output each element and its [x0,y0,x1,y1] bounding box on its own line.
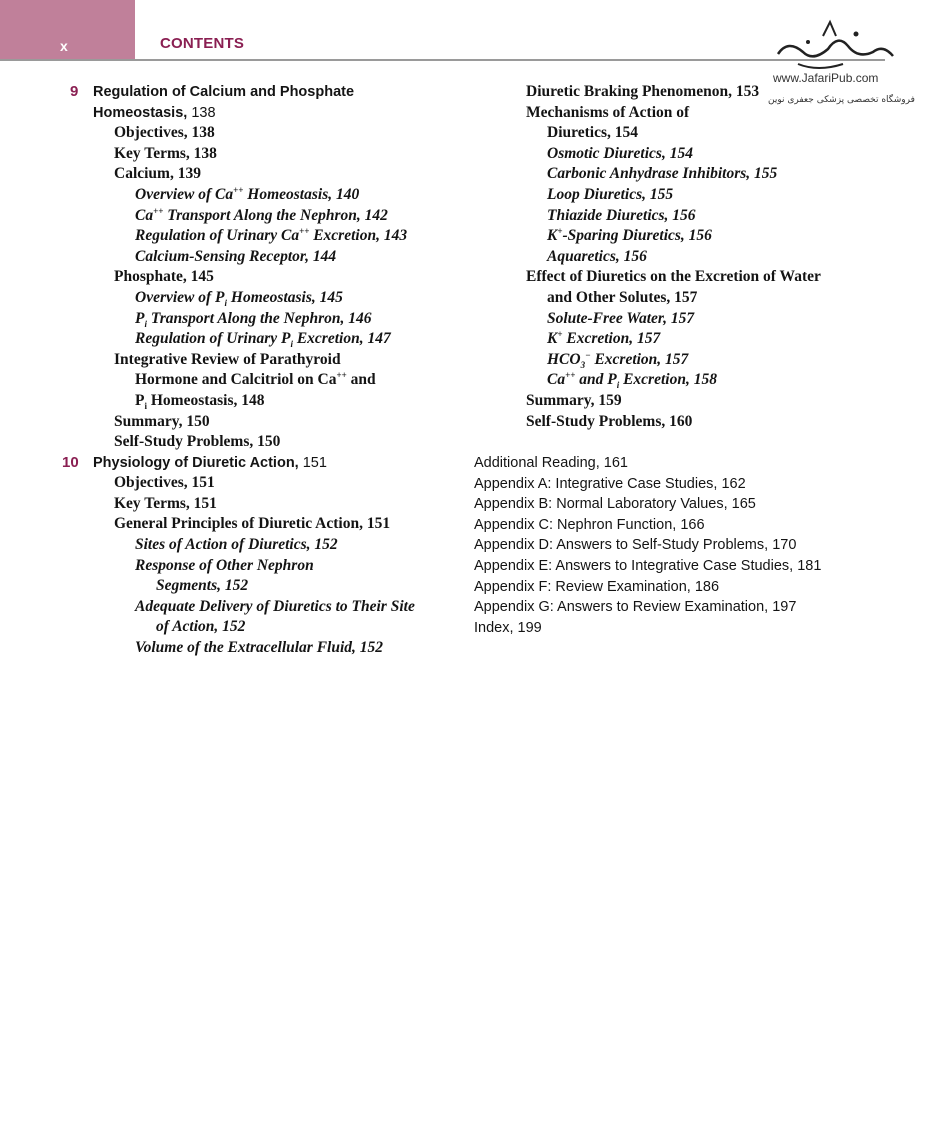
toc-subentry: K+-Sparing Diuretics, 156 [547,226,712,245]
toc-subentry: Aquaretics, 156 [547,247,647,265]
toc-entry: Phosphate, 145 [114,268,214,286]
toc-subentry: Osmotic Diuretics, 154 [547,144,693,162]
toc-subentry: K+ Excretion, 157 [547,328,661,348]
toc-entry-cont: Hormone and Calcitriol on Ca++ and [135,370,376,389]
toc-entry: General Principles of Diuretic Action, 151 [114,515,391,533]
toc-subentry: Volume of the Extracellular Fluid, 152 [135,639,384,657]
toc-subentry: Response of Other Nephron [135,556,314,574]
chapter-10-title: 10 Physiology of Diuretic Action, 151 [62,453,472,474]
toc-subentry: $P_i$ Transport Along the Nephron, 146 [135,309,372,329]
toc-left-column [62,82,472,659]
toc-subentry: Ca++ Transport Along the Nephron, 142 [135,205,388,224]
toc-subentry: Carbonic Anhydrase Inhibitors, 155 [547,165,778,183]
toc-subentry: $HCO_3^-$ Excretion, 157 [547,349,689,370]
back-matter-entry: Index, 199 [474,619,542,636]
toc-subentry: Solute-Free Water, 157 [547,309,695,327]
chapter-9-number: 9 [70,83,79,100]
toc-entry: Objectives, 151 [114,474,215,492]
toc-subentry: Regulation of Urinary $P_i$ Excretion, 147 [135,330,391,350]
toc-subentry: Overview of Ca++ Homeostasis, 140 [135,184,360,203]
toc-entry: Key Terms, 151 [114,494,217,512]
toc-subentry-cont: of Action, 152 [156,618,246,636]
toc-subentry: Overview of $P_i$ Homeostasis, 145 [135,288,343,309]
toc-entry-cont: Diuretics, 154 [547,124,638,142]
toc-right-column [474,82,894,638]
toc-subentry: Thiazide Diuretics, 156 [547,206,696,224]
chapter-9-title-cont: Homeostasis, 138 [93,104,216,121]
toc-entry: Objectives, 138 [114,124,215,142]
toc-entry-cont: and Other Solutes, 157 [547,288,698,306]
toc-entry: Calcium, 139 [114,165,201,183]
toc-subentry: Sites of Action of Diuretics, 152 [135,536,338,554]
page-number: x [60,38,68,54]
toc-entry: Mechanisms of Action of [526,103,690,121]
toc-entry: Self-Study Problems, 150 [114,433,281,451]
toc-entry: Self-Study Problems, 160 [526,412,693,430]
back-matter-entry: Additional Reading, 161 [474,455,628,472]
toc-subentry: Regulation of Urinary Ca++ Excretion, 143 [135,226,408,245]
toc-subentry: Adequate Delivery of Diuretics to Their Site [135,597,415,615]
back-matter-entry: Appendix F: Review Examination, 186 [474,578,720,595]
watermark-persian: فروشگاه تخصصی پزشکی جعفری نوین [768,95,915,105]
page-title: CONTENTS [160,35,245,52]
header-rule [0,59,885,61]
watermark-url: www.JafariPub.com [773,71,879,85]
back-matter-entry: Appendix E: Answers to Integrative Case Studies, 181 [474,558,822,575]
back-matter-entry: Appendix G: Answers to Review Examination, 197 [474,599,797,616]
toc-entry: Key Terms, 138 [114,144,217,162]
toc-subentry: Calcium-Sensing Receptor, 144 [135,247,337,265]
chapter-9-page: 138 [187,104,216,121]
toc-entry: Summary, 159 [526,391,622,409]
chapter-9-title: 9 Regulation of Calcium and Phosphate [62,82,472,103]
toc-entry: Effect of Diuretics on the Excretion of Water [526,268,821,286]
toc-entry-cont: $P_i$ Homeostasis, 148 [135,391,265,411]
back-matter-entry: Appendix A: Integrative Case Studies, 162 [474,475,746,492]
back-matter-entry: Appendix B: Normal Laboratory Values, 165 [474,496,756,513]
chapter-10-page: 151 [298,454,327,471]
back-matter-entry: Appendix D: Answers to Self-Study Problems, 170 [474,537,797,554]
back-matter-entry: Appendix C: Nephron Function, 166 [474,516,705,533]
toc-subentry: Loop Diuretics, 155 [547,185,674,203]
toc-entry: Diuretic Braking Phenomenon, 153 [526,83,760,100]
toc-entry: Integrative Review of Parathyroid [114,350,341,368]
toc-subentry: Ca++ and $P_i$ Excretion, 158 [547,370,717,391]
chapter-10-number: 10 [62,453,79,471]
toc-entry: Summary, 150 [114,412,210,430]
toc-subentry-cont: Segments, 152 [156,577,249,595]
